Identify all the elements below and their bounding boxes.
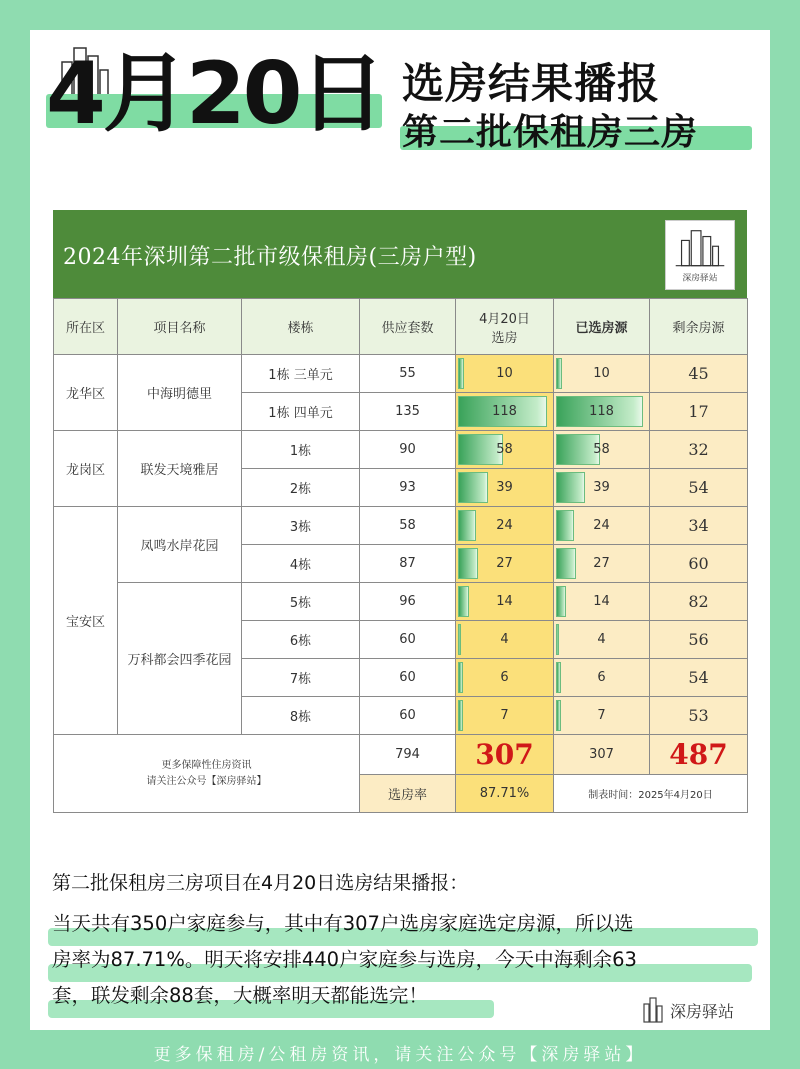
remaining-cell: 56 [650,621,748,659]
selected-today-value: 10 [496,366,513,381]
project-cell: 中海明德里 [118,355,242,431]
selected-total-cell [554,507,650,545]
selected-today-value: 58 [496,442,513,457]
selected-today-value: 4 [500,632,509,647]
footer-banner: 更多保租房/公租房资讯，请关注公众号【深房驿站】 [153,1045,647,1065]
table-row [54,507,748,545]
building-cell: 5栋 [242,583,360,621]
selected-today-value: 118 [492,404,517,419]
total-selected: 307 [554,735,650,775]
remaining-cell: 45 [650,355,748,393]
selected-today-value: 14 [496,594,513,609]
selected-today-cell [456,507,554,545]
selected-total-cell [554,659,650,697]
remaining-cell: 60 [650,545,748,583]
selected-today-cell [456,545,554,583]
remaining-cell: 82 [650,583,748,621]
selected-today-bar [458,700,463,731]
selected-total-cell [554,697,650,735]
rate-label: 选房率 [360,775,456,813]
selected-today-bar [458,358,464,389]
selected-total-cell [554,583,650,621]
summary-line-2: 房率为87.71%。明天将安排440户家庭参与选房，今天中海剩余63 [52,948,637,971]
building-cell: 7栋 [242,659,360,697]
selected-today-cell [456,393,554,431]
selected-today-value: 39 [496,480,513,495]
remaining-cell: 54 [650,659,748,697]
follow-note-line-1: 更多保障性住房资讯 [161,759,252,771]
building-cell: 2栋 [242,469,360,507]
district-cell: 龙华区 [54,355,118,431]
selected-today-bar [458,586,469,617]
summary-line-3: 套，联发剩余88套，大概率明天都能选完！ [52,984,428,1007]
supply-cell: 60 [360,621,456,659]
selected-total-cell [554,431,650,469]
selected-today-bar [458,662,463,693]
building-cell: 1栋 [242,431,360,469]
selected-today-cell [456,621,554,659]
district-cell: 宝安区 [54,507,118,735]
table-title: 2024年深圳第二批市级保租房(三房户型) [63,245,477,270]
made-time: 制表时间：2025年4月20日 [554,775,748,813]
date-heading: 4月20日 [46,44,383,144]
selected-total-value: 24 [593,518,610,533]
col-project: 项目名称 [118,299,242,355]
col-selected-today: 4月20日 选房 [456,299,554,355]
building-cell: 1栋 三单元 [242,355,360,393]
total-remaining: 487 [650,735,748,775]
selected-total-bar [556,700,561,731]
selected-total-cell [554,469,650,507]
project-cell: 凤鸣水岸花园 [118,507,242,583]
building-cell: 3栋 [242,507,360,545]
table-row [54,431,748,469]
selected-total-cell [554,393,650,431]
building-cell: 6栋 [242,621,360,659]
selected-total-cell [554,355,650,393]
project-cell: 联发天境雅居 [118,431,242,507]
summary-heading: 第二批保租房三房项目在4月20日选房结果播报： [52,872,469,894]
selected-today-value: 6 [500,670,509,685]
col-remaining: 剩余房源 [650,299,748,355]
selected-today-value: 27 [496,556,513,571]
selected-total-value: 27 [593,556,610,571]
project-cell: 万科都会四季花园 [118,583,242,735]
footer-logo-icon [640,996,760,1024]
table-column-headers [54,299,748,355]
result-table [53,210,747,813]
remaining-cell: 53 [650,697,748,735]
selected-total-value: 39 [593,480,610,495]
col-supply: 供应套数 [360,299,456,355]
selected-today-bar [458,472,488,503]
selected-total-value: 14 [593,594,610,609]
building-cell: 1栋 四单元 [242,393,360,431]
supply-cell: 96 [360,583,456,621]
table-header-banner [53,210,747,298]
table-row [54,583,748,621]
summary-line-1: 当天共有350户家庭参与，其中有307户选房家庭选定房源，所以选 [52,912,634,935]
supply-cell: 135 [360,393,456,431]
col-building: 楼栋 [242,299,360,355]
totals-row [54,735,748,775]
selected-total-bar [556,624,559,655]
selected-today-bar [458,548,478,579]
selected-total-value: 7 [597,708,606,723]
selected-today-cell [456,659,554,697]
selected-today-bar [458,624,461,655]
selected-today-cell [456,697,554,735]
title-line-2: 第二批保租房三房 [402,112,699,153]
selected-today-value: 24 [496,518,513,533]
selected-total-bar [556,548,576,579]
selected-total-value: 6 [597,670,606,685]
building-cell: 4栋 [242,545,360,583]
selected-total-bar [556,662,561,693]
selected-today-cell [456,431,554,469]
selected-total-value: 58 [593,442,610,457]
selected-total-cell [554,621,650,659]
total-selected-today: 307 [456,735,554,775]
table-row [54,355,748,393]
remaining-cell: 34 [650,507,748,545]
svg-text:深房驿站: 深房驿站 [682,273,718,284]
supply-cell: 55 [360,355,456,393]
supply-cell: 60 [360,659,456,697]
selected-today-cell [456,469,554,507]
selected-today-value: 7 [500,708,509,723]
selected-total-value: 118 [589,404,614,419]
district-cell: 龙岗区 [54,431,118,507]
selected-total-bar [556,472,585,503]
selected-total-bar [556,586,566,617]
selected-today-cell [456,583,554,621]
supply-cell: 87 [360,545,456,583]
selected-today-bar [458,510,476,541]
supply-cell: 60 [360,697,456,735]
remaining-cell: 17 [650,393,748,431]
selected-total-bar [556,510,574,541]
col-district: 所在区 [54,299,118,355]
supply-cell: 90 [360,431,456,469]
selected-total-bar [556,358,562,389]
remaining-cell: 54 [650,469,748,507]
col-selected-total: 已选房源 [554,299,650,355]
total-supply: 794 [360,735,456,775]
rate-value: 87.71% [456,775,554,813]
selected-total-cell [554,545,650,583]
follow-note [54,735,360,813]
remaining-cell: 32 [650,431,748,469]
title-line-1: 选房结果播报 [402,59,661,108]
follow-note-line-2: 请关注公众号【深房驿站】 [146,775,267,787]
selected-today-cell [456,355,554,393]
footer-logo-text: 深房驿站 [670,1002,735,1021]
selected-total-value: 4 [597,632,606,647]
selected-total-value: 10 [593,366,610,381]
table-logo-icon [665,220,735,290]
supply-cell: 93 [360,469,456,507]
supply-cell: 58 [360,507,456,545]
building-cell: 8栋 [242,697,360,735]
